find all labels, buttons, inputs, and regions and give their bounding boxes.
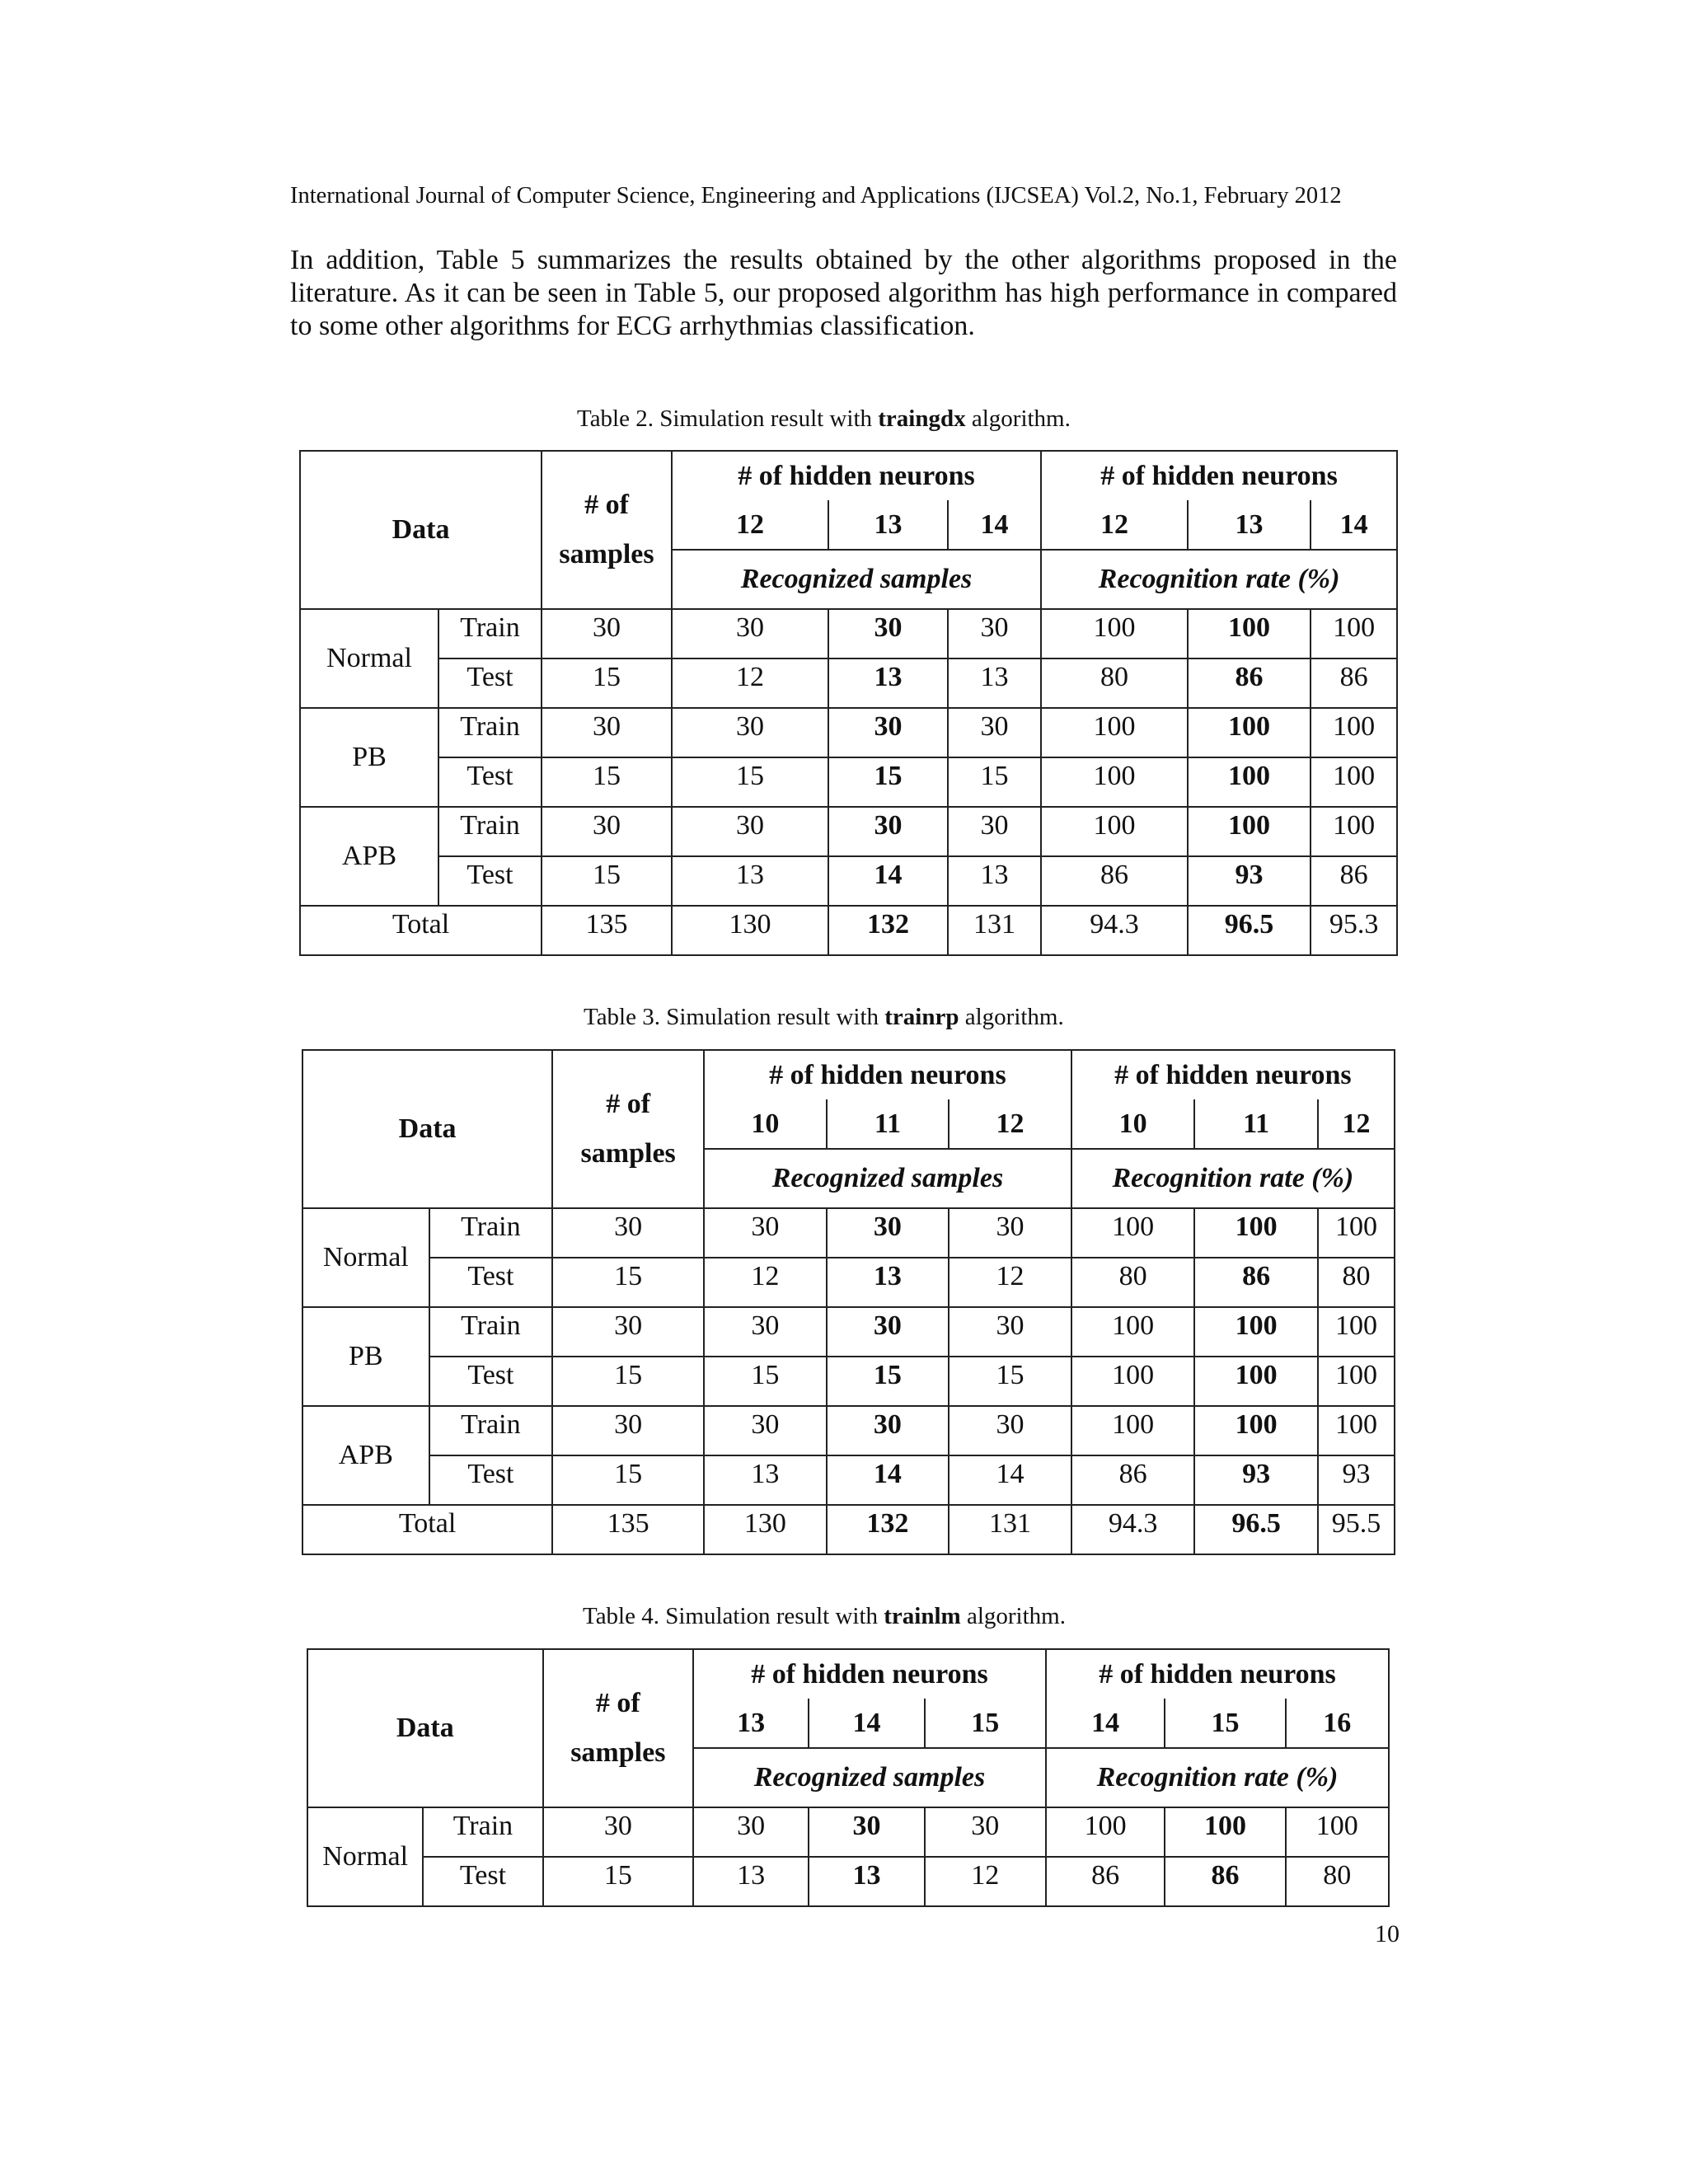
table-cell: 15 bbox=[543, 1857, 693, 1906]
table-cell: 30 bbox=[827, 1307, 950, 1357]
table-cell: 100 bbox=[1318, 1357, 1395, 1406]
table-cell: 100 bbox=[1071, 1208, 1195, 1258]
split-label: Test bbox=[438, 658, 542, 708]
table-cell: 100 bbox=[1194, 1357, 1318, 1406]
class-label: PB bbox=[300, 708, 438, 807]
table-4 bbox=[307, 1648, 1390, 1907]
table-cell: 86 bbox=[1311, 856, 1397, 906]
table-cell: 15 bbox=[552, 1357, 704, 1406]
total-cell: 135 bbox=[542, 906, 672, 955]
class-label: Normal bbox=[300, 609, 438, 708]
neuron-count: 15 bbox=[1165, 1699, 1285, 1748]
table-cell: 15 bbox=[704, 1357, 827, 1406]
table-2-caption bbox=[577, 405, 1071, 433]
split-label: Test bbox=[429, 1455, 553, 1505]
page-number: 10 bbox=[1375, 1920, 1400, 1947]
table-cell: 86 bbox=[1188, 658, 1311, 708]
paragraph-line: literature. As it can be seen in Table 5, our proposed algorithm has high performance in compared bbox=[290, 278, 1397, 308]
samples-header-line: # of bbox=[584, 490, 629, 520]
neuron-count: 11 bbox=[827, 1099, 950, 1149]
class-label: APB bbox=[302, 1406, 429, 1505]
table-cell: 100 bbox=[1071, 1406, 1195, 1455]
samples-header-line: samples bbox=[559, 539, 654, 569]
table-cell: 100 bbox=[1188, 708, 1311, 757]
table-cell: 30 bbox=[948, 807, 1041, 856]
table-3 bbox=[302, 1049, 1395, 1555]
table-cell: 30 bbox=[552, 1406, 704, 1455]
table-cell: 86 bbox=[1165, 1857, 1285, 1906]
table-cell: 86 bbox=[1041, 856, 1188, 906]
neuron-count: 11 bbox=[1194, 1099, 1318, 1149]
table-cell: 30 bbox=[828, 807, 948, 856]
caption-algorithm: traingdx bbox=[878, 405, 966, 432]
table-cell: 93 bbox=[1188, 856, 1311, 906]
caption-text: Table 2. Simulation result with bbox=[577, 405, 879, 432]
table-cell: 30 bbox=[543, 1807, 693, 1857]
table-cell: 12 bbox=[704, 1258, 827, 1307]
total-cell: 96.5 bbox=[1188, 906, 1311, 955]
neuron-count: 16 bbox=[1286, 1699, 1389, 1748]
table-cell: 30 bbox=[542, 609, 672, 658]
neuron-count: 12 bbox=[672, 500, 828, 550]
table-cell: 100 bbox=[1071, 1357, 1195, 1406]
table-cell: 30 bbox=[948, 609, 1041, 658]
neuron-count: 10 bbox=[1071, 1099, 1195, 1149]
table-cell: 100 bbox=[1041, 807, 1188, 856]
table-cell: 15 bbox=[672, 757, 828, 807]
table-cell: 15 bbox=[827, 1357, 950, 1406]
table-cell: 100 bbox=[1318, 1406, 1395, 1455]
split-label: Test bbox=[429, 1258, 553, 1307]
hidden-neurons-header: # of hidden neurons bbox=[672, 451, 1041, 500]
samples-header-line: # of bbox=[606, 1089, 651, 1119]
neuron-count: 14 bbox=[1046, 1699, 1165, 1748]
table-cell: 30 bbox=[949, 1406, 1071, 1455]
table-cell: 12 bbox=[672, 658, 828, 708]
table-cell: 13 bbox=[828, 658, 948, 708]
table-cell: 100 bbox=[1041, 609, 1188, 658]
table-cell: 30 bbox=[925, 1807, 1046, 1857]
recognition-rate-header: Recognition rate (%) bbox=[1046, 1748, 1389, 1807]
table-cell: 30 bbox=[542, 807, 672, 856]
table-cell: 15 bbox=[542, 856, 672, 906]
recognition-rate-header: Recognition rate (%) bbox=[1041, 550, 1397, 609]
total-cell: 96.5 bbox=[1194, 1505, 1318, 1554]
table-cell: 15 bbox=[949, 1357, 1071, 1406]
neuron-count: 12 bbox=[949, 1099, 1071, 1149]
total-cell: 131 bbox=[948, 906, 1041, 955]
split-label: Test bbox=[438, 856, 542, 906]
neuron-count: 13 bbox=[1188, 500, 1311, 550]
table-cell: 100 bbox=[1194, 1307, 1318, 1357]
table-cell: 80 bbox=[1286, 1857, 1389, 1906]
table-cell: 100 bbox=[1194, 1406, 1318, 1455]
caption-text: Table 4. Simulation result with bbox=[583, 1603, 884, 1629]
data-header: Data bbox=[307, 1649, 543, 1807]
paragraph-line: to some other algorithms for ECG arrhythmias classification. bbox=[290, 311, 975, 341]
total-cell: 130 bbox=[704, 1505, 827, 1554]
table-cell: 15 bbox=[828, 757, 948, 807]
neuron-count: 14 bbox=[809, 1699, 924, 1748]
table-cell: 30 bbox=[704, 1406, 827, 1455]
table-cell: 86 bbox=[1071, 1455, 1195, 1505]
recognized-samples-header: Recognized samples bbox=[672, 550, 1041, 609]
body-paragraph bbox=[290, 244, 1397, 343]
caption-algorithm: trainlm bbox=[884, 1603, 961, 1629]
table-3-caption bbox=[584, 1004, 1064, 1031]
table-cell: 13 bbox=[693, 1857, 809, 1906]
table-cell: 30 bbox=[552, 1208, 704, 1258]
table-cell: 100 bbox=[1311, 757, 1397, 807]
neuron-count: 15 bbox=[925, 1699, 1046, 1748]
neuron-count: 14 bbox=[948, 500, 1041, 550]
table-cell: 30 bbox=[828, 609, 948, 658]
table-cell: 30 bbox=[827, 1406, 950, 1455]
table-cell: 30 bbox=[672, 609, 828, 658]
class-label: Normal bbox=[302, 1208, 429, 1307]
hidden-neurons-header: # of hidden neurons bbox=[693, 1649, 1046, 1699]
table-cell: 13 bbox=[704, 1455, 827, 1505]
hidden-neurons-header: # of hidden neurons bbox=[1046, 1649, 1389, 1699]
caption-text: algorithm. bbox=[965, 405, 1071, 432]
table-cell: 80 bbox=[1318, 1258, 1395, 1307]
neuron-count: 13 bbox=[693, 1699, 809, 1748]
split-label: Train bbox=[438, 807, 542, 856]
table-cell: 30 bbox=[693, 1807, 809, 1857]
table-cell: 80 bbox=[1071, 1258, 1195, 1307]
total-cell: 94.3 bbox=[1071, 1505, 1195, 1554]
samples-header-line: samples bbox=[570, 1737, 666, 1768]
total-cell: 132 bbox=[828, 906, 948, 955]
total-label: Total bbox=[302, 1505, 552, 1554]
table-cell: 100 bbox=[1318, 1307, 1395, 1357]
table-cell: 100 bbox=[1318, 1208, 1395, 1258]
recognized-samples-header: Recognized samples bbox=[704, 1149, 1071, 1208]
table-cell: 100 bbox=[1188, 757, 1311, 807]
table-cell: 30 bbox=[827, 1208, 950, 1258]
table-cell: 15 bbox=[542, 757, 672, 807]
split-label: Train bbox=[423, 1807, 542, 1857]
total-cell: 135 bbox=[552, 1505, 704, 1554]
table-cell: 30 bbox=[552, 1307, 704, 1357]
table-cell: 15 bbox=[552, 1455, 704, 1505]
table-cell: 14 bbox=[949, 1455, 1071, 1505]
table-cell: 100 bbox=[1311, 609, 1397, 658]
table-cell: 30 bbox=[542, 708, 672, 757]
samples-header-line: # of bbox=[595, 1688, 640, 1718]
table-cell: 13 bbox=[672, 856, 828, 906]
caption-text: Table 3. Simulation result with bbox=[584, 1004, 885, 1030]
table-cell: 100 bbox=[1311, 708, 1397, 757]
running-header: International Journal of Computer Science, Engineering and Applications (IJCSEA) Vol.2, No.1, February 2012 bbox=[290, 183, 1342, 209]
table-cell: 15 bbox=[552, 1258, 704, 1307]
table-cell: 86 bbox=[1046, 1857, 1165, 1906]
total-cell: 94.3 bbox=[1041, 906, 1188, 955]
table-cell: 12 bbox=[925, 1857, 1046, 1906]
recognized-samples-header: Recognized samples bbox=[693, 1748, 1046, 1807]
table-cell: 100 bbox=[1188, 609, 1311, 658]
samples-header bbox=[543, 1649, 693, 1807]
table-cell: 100 bbox=[1194, 1208, 1318, 1258]
table-cell: 93 bbox=[1318, 1455, 1395, 1505]
table-cell: 12 bbox=[949, 1258, 1071, 1307]
samples-header bbox=[552, 1050, 704, 1208]
table-cell: 100 bbox=[1041, 757, 1188, 807]
split-label: Test bbox=[429, 1357, 553, 1406]
hidden-neurons-header: # of hidden neurons bbox=[1041, 451, 1397, 500]
split-label: Train bbox=[429, 1406, 553, 1455]
table-cell: 80 bbox=[1041, 658, 1188, 708]
hidden-neurons-header: # of hidden neurons bbox=[1071, 1050, 1395, 1099]
split-label: Train bbox=[429, 1208, 553, 1258]
table-cell: 100 bbox=[1286, 1807, 1389, 1857]
caption-text: algorithm. bbox=[959, 1004, 1064, 1030]
table-cell: 100 bbox=[1041, 708, 1188, 757]
data-header: Data bbox=[302, 1050, 552, 1208]
split-label: Train bbox=[438, 708, 542, 757]
table-cell: 13 bbox=[948, 856, 1041, 906]
table-cell: 100 bbox=[1188, 807, 1311, 856]
table-cell: 93 bbox=[1194, 1455, 1318, 1505]
split-label: Train bbox=[438, 609, 542, 658]
data-header: Data bbox=[300, 451, 542, 609]
class-label: Normal bbox=[307, 1807, 423, 1906]
table-cell: 100 bbox=[1165, 1807, 1285, 1857]
table-4-caption bbox=[583, 1603, 1066, 1630]
table-cell: 30 bbox=[949, 1307, 1071, 1357]
table-cell: 86 bbox=[1311, 658, 1397, 708]
paragraph-line: In addition, Table 5 summarizes the results obtained by the other algorithms proposed in the bbox=[290, 245, 1397, 275]
caption-algorithm: trainrp bbox=[884, 1004, 959, 1030]
table-cell: 30 bbox=[704, 1208, 827, 1258]
table-cell: 30 bbox=[672, 708, 828, 757]
samples-header bbox=[542, 451, 672, 609]
table-cell: 30 bbox=[809, 1807, 924, 1857]
total-cell: 95.5 bbox=[1318, 1505, 1395, 1554]
table-2 bbox=[299, 450, 1398, 956]
split-label: Train bbox=[429, 1307, 553, 1357]
table-cell: 13 bbox=[809, 1857, 924, 1906]
total-cell: 132 bbox=[827, 1505, 950, 1554]
hidden-neurons-header: # of hidden neurons bbox=[704, 1050, 1071, 1099]
table-cell: 100 bbox=[1311, 807, 1397, 856]
neuron-count: 12 bbox=[1041, 500, 1188, 550]
table-cell: 14 bbox=[827, 1455, 950, 1505]
class-label: PB bbox=[302, 1307, 429, 1406]
neuron-count: 14 bbox=[1311, 500, 1397, 550]
neuron-count: 12 bbox=[1318, 1099, 1395, 1149]
total-label: Total bbox=[300, 906, 542, 955]
table-cell: 100 bbox=[1046, 1807, 1165, 1857]
table-cell: 13 bbox=[948, 658, 1041, 708]
table-cell: 14 bbox=[828, 856, 948, 906]
table-cell: 30 bbox=[949, 1208, 1071, 1258]
samples-header-line: samples bbox=[580, 1138, 676, 1169]
table-cell: 100 bbox=[1071, 1307, 1195, 1357]
total-cell: 131 bbox=[949, 1505, 1071, 1554]
table-cell: 13 bbox=[827, 1258, 950, 1307]
caption-text: algorithm. bbox=[960, 1603, 1066, 1629]
table-cell: 15 bbox=[948, 757, 1041, 807]
split-label: Test bbox=[423, 1857, 542, 1906]
split-label: Test bbox=[438, 757, 542, 807]
recognition-rate-header: Recognition rate (%) bbox=[1071, 1149, 1395, 1208]
table-cell: 30 bbox=[672, 807, 828, 856]
neuron-count: 13 bbox=[828, 500, 948, 550]
total-cell: 130 bbox=[672, 906, 828, 955]
class-label: APB bbox=[300, 807, 438, 906]
table-cell: 30 bbox=[704, 1307, 827, 1357]
table-cell: 86 bbox=[1194, 1258, 1318, 1307]
table-cell: 15 bbox=[542, 658, 672, 708]
table-cell: 30 bbox=[948, 708, 1041, 757]
neuron-count: 10 bbox=[704, 1099, 827, 1149]
total-cell: 95.3 bbox=[1311, 906, 1397, 955]
table-cell: 30 bbox=[828, 708, 948, 757]
